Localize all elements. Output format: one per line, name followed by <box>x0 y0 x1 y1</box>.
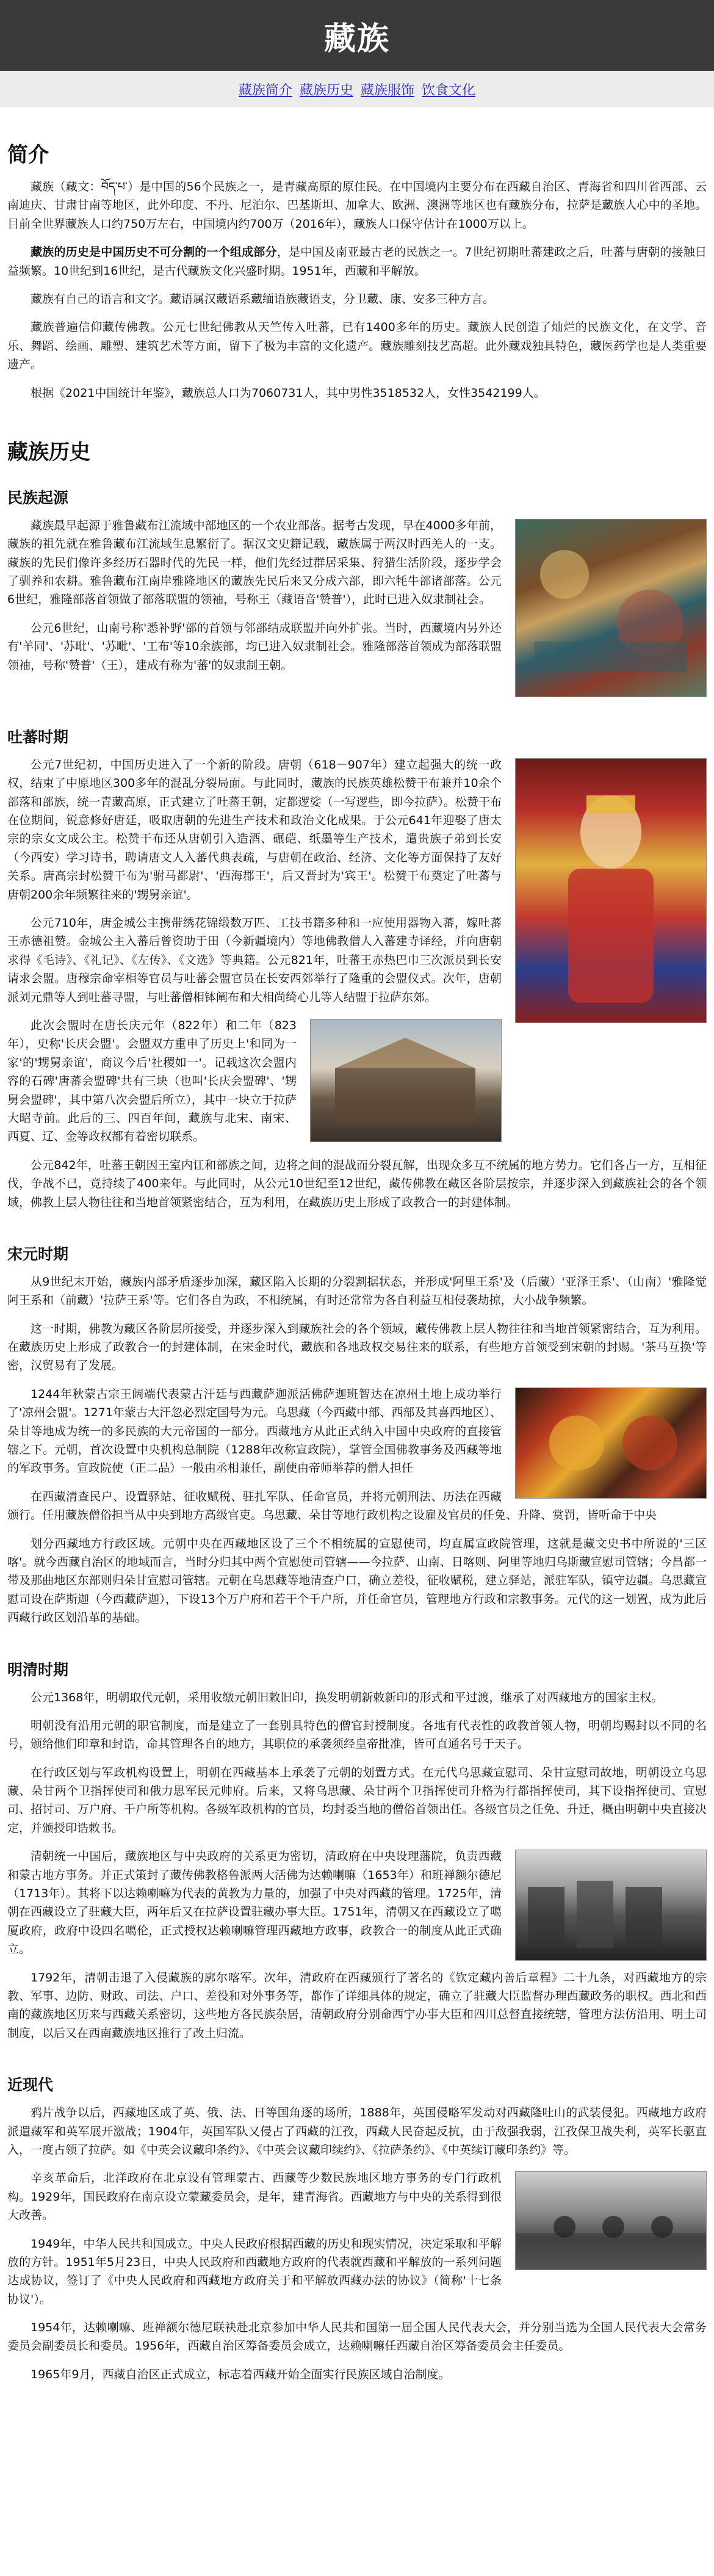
ming-paragraph: 明朝没有沿用元朝的职官制度，而是建立了一套别具特色的僧官封授制度。各地有代表性的政教首领人物，明朝均赐封以不同的名号，颁给他们印章和封诰，命其管理各自的地方，其职位的承袭须经皇帝批准，皆可直通名号于天子。 <box>7 1718 707 1751</box>
ming-paragraph: 公元1368年，明朝取代元朝，采用收缴元朝旧敕旧印，换发明朝新敕新印的形式和平过渡，继承了对西藏地方的国家主权。 <box>31 1690 663 1704</box>
ming-heading: 明清时期 <box>7 1660 69 1679</box>
nav-link-history[interactable]: 藏族历史 <box>299 82 353 98</box>
song-heading: 宋元时期 <box>7 1245 69 1263</box>
tubo-section <box>7 725 707 1221</box>
intro-paragraph: 根据《2021中国统计年鉴》，藏族总人口为7060731人，其中男性3518532人，女性3542199人。 <box>31 386 546 400</box>
ming-paragraph: 清朝统一中国后，藏族地区与中央政府的关系更为密切，清政府在中央设理藩院，负责西藏和蒙古地方事务。并正式策封了藏传佛教格鲁派两大活佛为达赖喇嘛（1653年）和班禅额尔德尼（1713年）。其将下以达赖喇嘛为代表的黄教为力量的，加强了中央对西藏的管理。1725年，清朝在西藏设立了驻藏大臣，两年后又在拉萨设置驻藏办事大臣。1751年，清朝又在西藏设立了噶厦政府，政府中设四名噶伦，正式授权达赖喇嘛管理西藏地方政事，政教合一的制度从此正式确立。 <box>7 1850 502 1956</box>
intro-bold-text: 藏族的历史是中国历史不可分割的一个组成部分 <box>31 245 277 259</box>
nav-link-costume[interactable]: 藏族服饰 <box>361 82 415 98</box>
nav-link-food[interactable]: 饮食文化 <box>422 82 476 98</box>
site-title: 藏族 <box>323 20 390 57</box>
modern-paragraph: 1965年9月，西藏自治区正式成立，标志着西藏开始全面实行民族区域自治制度。 <box>31 2367 450 2381</box>
song-paragraph: 1244年秋蒙古宗王阔端代表蒙古汗廷与西藏萨迦派活佛萨迦班智达在凉州土地上成功举行了'凉州会盟'。1271年蒙古大汗忽必烈定国号为元。乌思藏（今西藏中部、西部及其喜西地区）、朵甘等地成为统一的多民族的大元帝国的一部分。西藏地方从此正式纳入中国中央政府的直接管辖之下。元朝，首次设置中央机构总制院（1288年改称宣政院），掌管全国佛教事务及西藏等地的军政事务。宣政院使（正二品）一般由丞相兼任，副使由帝师举荐的僧人担任 <box>7 1387 502 1475</box>
ming-paragraph: 1792年，清朝击退了入侵藏族的廓尔喀军。次年，清政府在西藏颁行了著名的《钦定藏内善后章程》二十九条，对西藏地方的宗教、军事、边防、财政、司法、户口、差役和对外事务等，都作了详细具体的规定，确立了驻藏大臣监督办理西藏政务的职权。西北和西南的藏族地区历来与西藏关系密切，这些地方各民族杂居，清朝政府分别命西宁办事大臣和四川总督直接统辖，管理方法仿沿用、明土司制度，以后又在西南藏族地区推行了改土归流。 <box>7 1970 707 2040</box>
song-paragraph: 从9世纪末开始，藏族内部矛盾逐步加深，藏区陷入长期的分裂割据状态，并形成'阿里王系'及（后藏）'亚泽王系'、（山南）'雅隆觉阿王系和（前藏）'拉萨王系'等。它们各自为政，不相统属，有时还常常为各自利益互相侵袭劫掠，大小战争频繁。 <box>7 1275 707 1308</box>
history-heading: 藏族历史 <box>7 440 90 465</box>
intro-heading: 简介 <box>7 143 49 167</box>
princess-portrait-image <box>515 758 707 1023</box>
tubo-paragraph: 公元842年，吐蕃王朝因王室内讧和部族之间，边将之间的混战而分裂瓦解，出现众多互不统属的地方势力。它们各占一方，互相征伐，争战不已，竟持续了400来年。与此同时，从公元10世纪至12世纪，藏传佛教在藏区各阶层按宗，并逐步深入到藏族社会的各个领域，佛教上层人物往往和当地首领紧密结合，互为利用，在藏族历史上形成了政教合一的封建体制。 <box>7 1158 707 1209</box>
historical-photo-image <box>515 1850 707 1961</box>
mural-image <box>515 519 707 697</box>
tubo-paragraph: 此次会盟时在唐长庆元年（822年）和二年（823年），史称'长庆会盟'。会盟双方重申了历史上'和同为一家'的'甥舅亲谊'，商议今后'社稷如一'。记载这次会盟内容的石碑'唐蕃会盟碑'共有三块（也叫'长庆会盟碑'、'甥舅会盟碑'，其中第八次会盟后所立），其中一块立于拉萨大昭寺前。此后的三、四百年间，藏族与北宋、南宋、西夏、辽、金等政权都有着密切联系。 <box>7 1018 297 1144</box>
song-paragraph: 这一时期，佛教为藏区各阶层所接受，并逐步深入到藏族社会的各个领域，藏传佛教上层人物往往和当地首领紧密结合，互为利用。在藏族历史上形成了政教合一的封建体制，在宋金时代，藏族和各地政权交易往来的联系，有些地方首领受到宋朝的封赐。'茶马互换'等密，汉贸易有了发展。 <box>7 1322 707 1373</box>
modern-heading: 近现代 <box>7 2076 54 2094</box>
main-content <box>0 138 714 2400</box>
ming-paragraph: 在行政区划与军政机构设置上，明朝在西藏基本上承袭了元朝的划置方式。在元代乌思藏宣慰司、朵甘宣慰司故地，明朝设立乌思藏、朵甘两个卫指挥使司和俄力思军民元帅府。后来，又将乌思藏、朵甘两个卫指挥使司升格为行都指挥使司，其下设指挥使司、宣慰司、招讨司、万户府、千户所等机构。各级军政机构的官员，均封委当地的僧俗首领出任。各级官员之任免、升迁，概由明朝中央直接决定，并颁授印诰敕书。 <box>7 1765 707 1835</box>
history-section <box>7 435 707 2393</box>
song-section <box>7 1242 707 1637</box>
modern-paragraph: 辛亥革命后，北洋政府在北京设有管理蒙古、西藏等少数民族地区地方事务的专门行政机构。1929年，国民政府在南京设立蒙藏委员会，是年，建青海省。西藏地方与中央的关系得到很大改善。 <box>7 2171 502 2223</box>
song-paragraph: 在西藏清查民户、设置驿站、征收赋税、驻扎军队、任命官员，并将元朝刑法、历法在西藏颁行。任用藏族僧俗担当从中央到地方高级官吏。乌思藏、朵甘等地行政机构之设雇及官员的任免、升降、赏罚，皆听命于中央 <box>7 1489 657 1522</box>
intro-paragraph: 藏族有自己的语言和文字。藏语属汉藏语系藏缅语族藏语支，分卫藏、康、安多三种方言。 <box>31 292 495 306</box>
tubo-paragraph: 公元7世纪初，中国历史进入了一个新的阶段。唐朝（618－907年）建立起强大的统一政权，结束了中原地区300多年的混乱分裂局面。与此同时，藏族的民族英雄松赞干布兼并10余个部落和部族，统一青藏高原，正式建立了吐蕃王朝，定都逻娑（一写逻些，即今拉萨）。松赞干布在位期间，锐意修好唐廷，吸取唐朝的先进生产技术和政治文化成果。于公元641年迎娶了唐太宗的宗女文成公主。松赞干布还从唐朝引入造酒、碾硙、纸墨等生产技术，遣贵族子弟到长安（今西安）学习诗书，聘请唐文人入蕃代典表疏，与唐朝在政治、经济、文化等方面保持了友好关系。唐高宗封松赞干布为'驸马都尉'、'西海郡王'，后又晋封为'宾王'。松赞干布奠定了吐蕃与唐朝200余年频繁往来的'甥舅亲谊'。 <box>7 758 502 902</box>
intro-paragraph: 藏族（藏文：བོད་པ་）是中国的56个民族之一，是青藏高原的原住民。在中国境内主要分布在西藏自治区、青海省和四川省西部、云南迪庆、甘肃甘南等地区，此外印度、不丹、尼泊尔、巴基斯坦、加拿大、欧洲、澳洲等地区也有藏族分布，拉萨是藏族人心中的圣地。目前全世界藏族人口约750万左右，中国境内约700万（2016年），藏族人口保守估计在1000万以上。 <box>7 180 707 231</box>
intro-paragraph <box>7 243 707 280</box>
origin-paragraph: 公元6世纪，山南号称'悉补野'部的首领与邻部结成联盟并向外扩张。当时，西藏境内另外还有'羊同'、'苏毗'、'苏毗'、'工布'等10余族部，均已进入奴隶制社会。雅隆部落首领成为部落联盟领袖，号称'赞普'（王），建成有称为'蕃'的奴隶制王朝。 <box>7 621 502 672</box>
site-header <box>0 0 714 71</box>
tubo-paragraph: 公元710年，唐金城公主携带绣花锦缎数万匹、工技书籍多种和一应使用器物入蕃，嫁吐蕃王赤德祖赞。金城公主入蕃后曾资助于田（今新疆境内）等地佛教僧人入蕃建寺译经，并向唐朝求得《毛诗》、《礼记》、《左传》、《文选》等典籍。公元821年，吐蕃王赤热巴巾三次派员到长安请求会盟。唐穆宗命宰相等官员与吐蕃会盟官员在长安西郊举行了隆重的会盟仪式。次年，唐朝派刘元鼎等人到吐蕃寻盟，与吐蕃僧相钵阐布和大相尚绮心儿等人结盟于拉萨东郊。 <box>7 916 502 1004</box>
intro-section <box>7 138 707 402</box>
modern-section <box>7 2073 707 2393</box>
origin-paragraph: 藏族最早起源于雅鲁藏布江流域中部地区的一个农业部落。据考古发现，早在4000多年前，藏族的祖先就在雅鲁藏布江流域生息繁衍了。据汉文史籍记载，藏族属于两汉时西羌人的一支。藏族的先民们像许多经历石器时代的先民一样，他们先经过群居采集、狩猎生活阶段，逐步学会了驯养和农耕。雅鲁藏布江南岸雅隆地区的藏族先民后来又分成六部，即六牦牛部诸部落。公元6世纪，雅隆部落首领做了部落联盟的领袖，号称王（藏语音'赞普'），此时已进入奴隶制社会。 <box>7 518 502 607</box>
tibet-temple-image <box>310 1019 502 1142</box>
modern-paragraph: 1949年，中华人民共和国成立。中央人民政府根据西藏的历史和现实情况，决定采取和平解放的方针。1951年5月23日，中央人民政府和西藏地方政府的代表就西藏和平解放的一系列问题达成协议，签订了《中央人民政府和西藏地方政府关于和平解放西藏办法的协议》（简称'十七条协议'）。 <box>7 2237 502 2306</box>
modern-paragraph: 鸦片战争以后，西藏地区成了英、俄、法、日等国角逐的场所，1888年，英国侵略军发动对西藏隆吐山的武装侵犯。西藏地方政府派遣藏军和英军展开激战；1904年，英国军队又侵占了西藏的江孜，西藏人民奋起反抗，由于敌强我弱，江孜保卫战失利，英军长驱直入，一度占领了拉萨。如《中英会议藏印条约》、《中英会议藏印续约》、《拉萨条约》、《中英续订藏印条约》等。 <box>7 2106 707 2157</box>
modern-photo-image <box>515 2171 707 2270</box>
ming-section <box>7 1658 707 2053</box>
nav-bar <box>0 71 714 107</box>
origin-heading: 民族起源 <box>7 488 69 507</box>
modern-paragraph: 1954年，达赖喇嘛、班禅额尔德尼联袂赴北京参加中华人民共和国第一届全国人民代表大会，并分别当选为全国人民代表大会常务委员会副委员长和委员。1956年，西藏自治区筹备委员会成立，达赖喇嘛任西藏自治区筹备委员会主任委员。 <box>7 2321 707 2353</box>
origin-section <box>7 486 707 704</box>
song-paragraph: 划分西藏地方行政区域。元朝中央在西藏地区设了三个不相统属的宣慰使司，均直属宣政院管理，这就是藏文史书中所说的'三区喀'。就今西藏自治区的地域而言，当时分归其中两个宣慰使司管辖——今拉萨、山南、日喀则、阿里等地归乌斯藏宣慰司管辖；今昌都一带及那曲地区东部则归朵甘宣慰司管辖。元朝在乌思藏等地清查户口，确立差役，征收赋税，建立驿站，派驻军队，镇守边疆。乌思藏宣慰司设在萨斯迦（今西藏萨迦），下设13个万户府和若干个千户所，并任命官员，管理地方行政和宗教事务。元代的这一划置，成为此后西藏行政区划沿革的基础。 <box>7 1536 707 1625</box>
intro-paragraph-rest: ，是中国及南亚最古老的民族之一。7世纪初期吐蕃建政之后，吐蕃与唐朝的接触日益频繁。10世纪到16世纪，是古代藏族文化兴盛时期。1951年，西藏和平解放。 <box>7 245 707 278</box>
intro-paragraph: 藏族普遍信仰藏传佛教。公元七世纪佛教从天竺传入吐蕃，已有1400多年的历史。藏族人民创造了灿烂的民族文化，在文学、音乐、舞蹈、绘画、雕塑、建筑艺术等方面，留下了极为丰富的文化遗产。藏族雕刻技艺高超。此外藏戏独具特色，藏医药学也是人类重要遗产。 <box>7 320 707 372</box>
thangka-image <box>515 1387 707 1499</box>
tubo-heading: 吐蕃时期 <box>7 728 69 746</box>
nav-link-intro[interactable]: 藏族简介 <box>238 82 292 98</box>
